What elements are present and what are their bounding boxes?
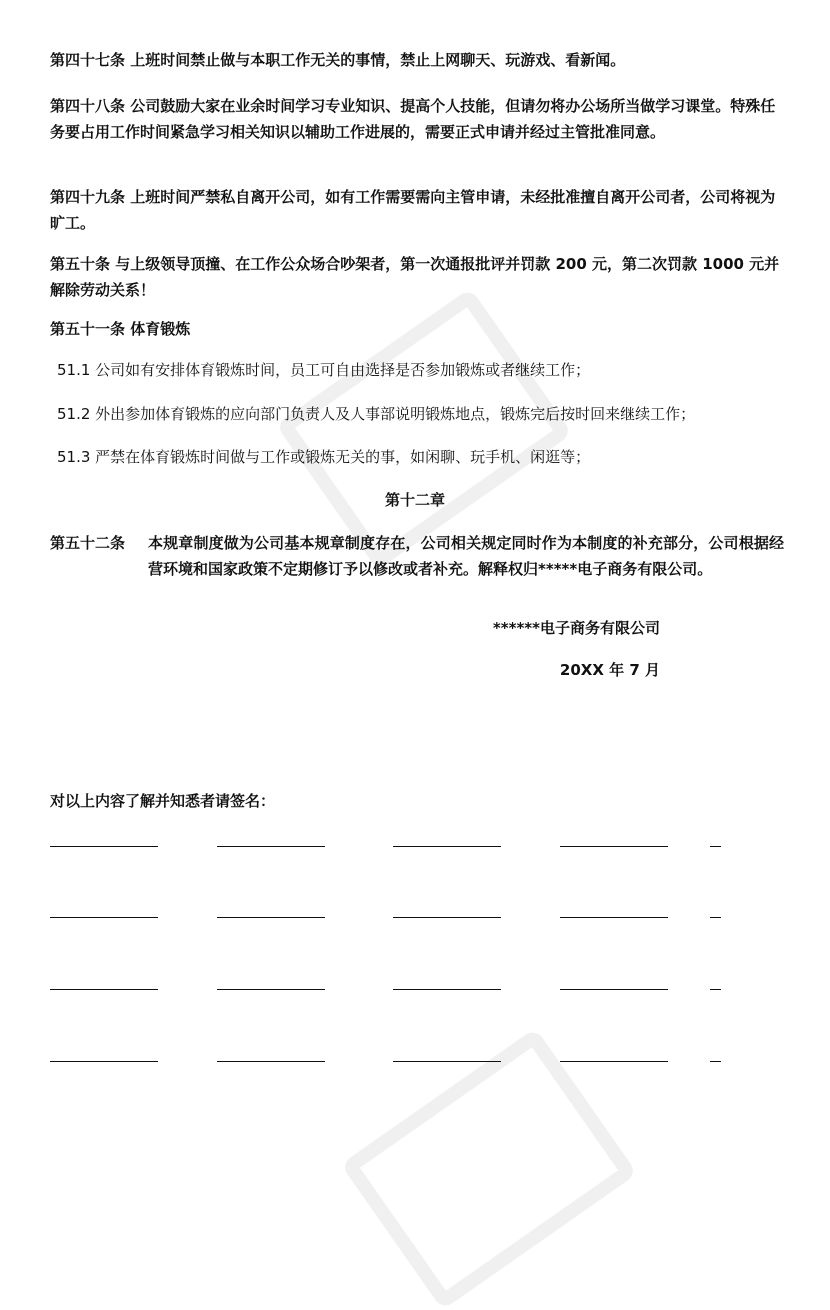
signature-prompt: 对以上内容了解并知悉者请签名： (50, 792, 276, 810)
signature-line[interactable] (393, 989, 501, 990)
signature-line[interactable] (217, 1061, 325, 1062)
article-51-title: 第五十一条 体育锻炼 (50, 320, 191, 338)
signature-line[interactable] (217, 989, 325, 990)
signature-line[interactable] (710, 917, 721, 918)
article-52-label: 第五十二条 (50, 534, 126, 552)
signature-line[interactable] (560, 917, 668, 918)
signature-line[interactable] (393, 846, 501, 847)
article-50: 第五十条 与上级领导顶撞、在工作公众场合吵架者，第一次通报批评并罚款 200 元，第二次罚款 1000 元并解除劳动关系！ (50, 255, 780, 299)
signature-line[interactable] (217, 846, 325, 847)
article-49: 第四十九条 上班时间严禁私自离开公司，如有工作需要需向主管申请，未经批准擅自离开公司者，公司将视为旷工。 (50, 188, 776, 232)
watermark-mark (340, 1028, 637, 1310)
signature-line[interactable] (710, 989, 721, 990)
article-51-2: 51.2 外出参加体育锻炼的应向部门负责人及人事部说明锻炼地点，锻炼完后按时回来继续工作； (57, 405, 696, 423)
signature-line[interactable] (710, 846, 721, 847)
signature-line[interactable] (560, 989, 668, 990)
signature-line[interactable] (710, 1061, 721, 1062)
signature-line[interactable] (50, 989, 158, 990)
date-line: 20XX 年 7 月 (559, 661, 660, 679)
article-51-1: 51.1 公司如有安排体育锻炼时间，员工可自由选择是否参加锻炼或者继续工作； (57, 361, 591, 379)
signature-line[interactable] (50, 846, 158, 847)
signature-line[interactable] (217, 917, 325, 918)
chapter-heading: 第十二章 (384, 491, 445, 509)
article-47: 第四十七条 上班时间禁止做与本职工作无关的事情，禁止上网聊天、玩游戏、看新闻。 (50, 51, 626, 69)
company-name: ******电子商务有限公司 (492, 619, 660, 637)
signature-line[interactable] (393, 1061, 501, 1062)
signature-line[interactable] (560, 1061, 668, 1062)
article-52-body: 本规章制度做为公司基本规章制度存在，公司相关规定同时作为本制度的补充部分，公司根据经营环境和国家政策不定期修订予以修改或者补充。解释权归*****电子商务有限公司。 (148, 534, 784, 578)
article-48: 第四十八条 公司鼓励大家在业余时间学习专业知识、提高个人技能，但请勿将办公场所当做学习课堂。特殊任务要占用工作时间紧急学习相关知识以辅助工作进展的，需要正式申请并经过主管批准同意。 (50, 97, 776, 141)
signature-line[interactable] (50, 917, 158, 918)
signature-line[interactable] (560, 846, 668, 847)
signature-line[interactable] (50, 1061, 158, 1062)
signature-line[interactable] (393, 917, 501, 918)
article-51-3: 51.3 严禁在体育锻炼时间做与工作或锻炼无关的事，如闲聊、玩手机、闲逛等； (57, 448, 591, 466)
